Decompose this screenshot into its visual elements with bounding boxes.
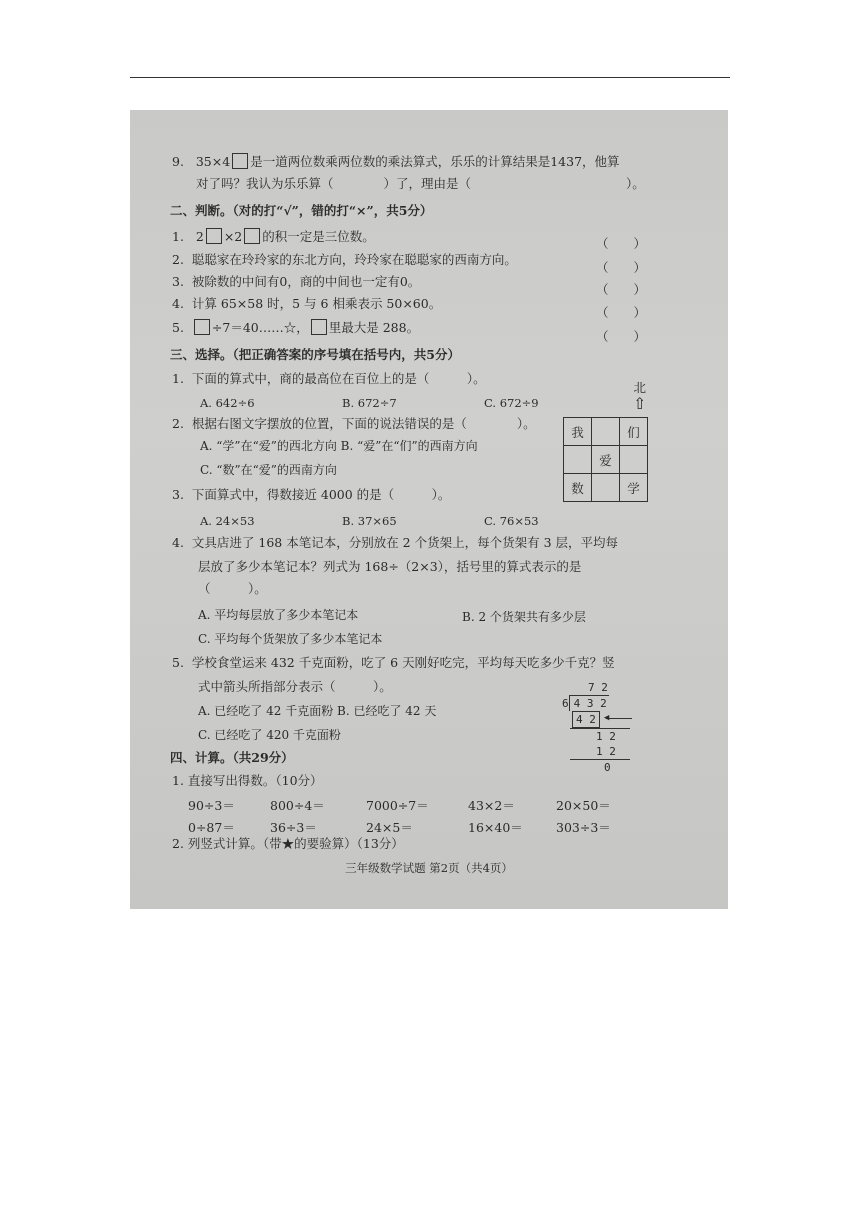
option-a: A. 642÷6 xyxy=(200,396,255,410)
judge-item-4 xyxy=(172,296,441,312)
character-grid xyxy=(563,417,648,502)
grid-cell xyxy=(592,418,620,446)
grid-cell xyxy=(620,446,648,474)
option-c: C. 76×53 xyxy=(484,514,539,528)
division-step: 1 2 xyxy=(570,728,630,744)
choice-q3 xyxy=(172,487,450,503)
judge-item-5 xyxy=(172,319,419,336)
blank-box xyxy=(194,319,210,335)
calc-item: 800÷4＝ xyxy=(270,798,325,813)
item-text: 2 xyxy=(195,229,204,244)
item-text: 下面算式中，得数接近 4000 的是（ ）。 xyxy=(191,487,451,502)
q9-expr: 35×4 xyxy=(195,154,231,169)
item-text: 文具店进了 168 本笔记本，分别放在 2 个货架上，每个货架有 3 层，平均每 xyxy=(191,535,618,550)
q5-line2: 式中箭头所指部分表示（ ）。 xyxy=(198,679,392,694)
item-text: 的积一定是三位数。 xyxy=(262,229,375,244)
answer-paren: （ ） xyxy=(596,282,647,297)
q9-line1 xyxy=(172,153,620,170)
judge-item-3 xyxy=(172,274,420,290)
calc-item: 20×50＝ xyxy=(556,798,611,813)
calc-item: 90÷3＝ xyxy=(188,798,235,813)
option-c: C. 已经吃了 420 千克面粉 xyxy=(198,728,341,742)
top-rule xyxy=(130,77,730,78)
page-footer: 三年级数学试题 第2页（共4页） xyxy=(345,861,513,875)
north-label xyxy=(633,378,646,412)
remainder: 0 xyxy=(570,759,630,775)
item-text: ÷7＝40……☆， xyxy=(211,320,309,335)
judge-item-1 xyxy=(172,228,375,245)
item-text: ×2 xyxy=(223,229,243,244)
option-b: B. 2 个货架共有多少层 xyxy=(462,610,586,624)
item-text: 计算 65×58 时，5 与 6 相乘表示 50×60。 xyxy=(191,296,442,311)
north-text: 北 xyxy=(633,380,646,395)
north-arrow-icon: ⇧ xyxy=(633,394,647,413)
grid-cell: 学 xyxy=(620,474,648,502)
answer-paren: （ ） xyxy=(596,260,647,275)
item-number: 1. xyxy=(172,229,184,244)
arrow-target-step: 4 2 xyxy=(572,711,600,728)
calc-item: 7000÷7＝ xyxy=(366,798,429,813)
answer-paren: （ ） xyxy=(596,329,647,344)
divisor: 6 xyxy=(562,697,569,710)
left-arrow-icon: ◀ xyxy=(606,718,632,719)
item-text: 被除数的中间有0，商的中间也一定有0。 xyxy=(191,274,421,289)
choice-q2 xyxy=(172,416,536,432)
item-text: 根据右图文字摆放的位置，下面的说法错误的是（ ）。 xyxy=(191,416,536,431)
blank-box xyxy=(244,228,260,244)
item-number: 5. xyxy=(172,655,184,670)
judge-item-2 xyxy=(172,252,517,268)
blank-box xyxy=(206,228,222,244)
long-division xyxy=(562,680,632,775)
item-number: 3. xyxy=(172,274,184,289)
choice-q4 xyxy=(172,535,618,551)
calc-item: 16×40＝ xyxy=(468,820,523,835)
q4-line3: （ ）。 xyxy=(198,581,267,596)
grid-cell: 数 xyxy=(564,474,592,502)
quotient: 7 2 xyxy=(588,681,608,694)
dividend: 4 3 2 xyxy=(569,695,609,711)
grid-cell: 爱 xyxy=(592,446,620,474)
grid-cell xyxy=(564,446,592,474)
answer-paren: （ ） xyxy=(596,305,647,320)
choice-q5 xyxy=(172,655,615,671)
section3-title: 三、选择。（把正确答案的序号填在括号内，共5分） xyxy=(170,347,460,362)
option-c: C. “数”在“爱”的西南方向 xyxy=(200,463,337,477)
item-number: 5. xyxy=(172,320,184,335)
choice-q1 xyxy=(172,371,486,387)
item-text: 里最大是 288。 xyxy=(328,320,420,335)
item-number: 2. xyxy=(172,416,184,431)
blank-box xyxy=(232,153,248,169)
division-step: 1 2 xyxy=(596,745,616,758)
calc-item: 24×5＝ xyxy=(366,820,413,835)
section4-sub2: 2. 列竖式计算。（带★的要验算）（13分） xyxy=(172,836,404,851)
option-a: A. 24×53 xyxy=(200,514,255,528)
section4-sub1: 1. 直接写出得数。（10分） xyxy=(172,773,323,788)
option-b: B. 37×65 xyxy=(342,514,397,528)
grid-cell xyxy=(592,474,620,502)
section4-title: 四、计算。（共29分） xyxy=(170,750,294,765)
option-b: B. 672÷7 xyxy=(342,396,397,410)
item-text: 下面的算式中，商的最高位在百位上的是（ ）。 xyxy=(191,371,486,386)
q9-text: 是一道两位数乘两位数的乘法算式，乐乐的计算结果是1437，他算 xyxy=(250,154,620,169)
item-number: 2. xyxy=(172,252,184,267)
calc-item: 36÷3＝ xyxy=(270,820,317,835)
q4-line2: 层放了多少本笔记本？列式为 168÷（2×3），括号里的算式表示的是 xyxy=(198,559,582,574)
section2-title: 二、判断。（对的打“√”，错的打“×”，共5分） xyxy=(170,203,433,218)
item-number: 4. xyxy=(172,535,184,550)
blank-box xyxy=(311,319,327,335)
option-ab: A. 已经吃了 42 千克面粉 B. 已经吃了 42 天 xyxy=(198,704,437,718)
grid-cell: 我 xyxy=(564,418,592,446)
option-a: A. 平均每层放了多少本笔记本 xyxy=(198,608,359,622)
grid-cell: 们 xyxy=(620,418,648,446)
q9-line2: 对了吗？我认为乐乐算（ ）了，理由是（ xyxy=(196,176,472,191)
q9-close: ）。 xyxy=(626,176,645,191)
option-c: C. 672÷9 xyxy=(484,396,539,410)
item-number: 1. xyxy=(172,371,184,386)
option-ab: A. “学”在“爱”的西北方向 B. “爱”在“们”的西南方向 xyxy=(200,439,478,453)
calc-item: 0÷87＝ xyxy=(188,820,235,835)
item-number: 4. xyxy=(172,296,184,311)
item-number: 3. xyxy=(172,487,184,502)
exam-photo xyxy=(130,110,728,909)
option-c: C. 平均每个货架放了多少本笔记本 xyxy=(198,632,383,646)
item-text: 聪聪家在玲玲家的东北方向，玲玲家在聪聪家的西南方向。 xyxy=(191,252,517,267)
calc-item: 43×2＝ xyxy=(468,798,515,813)
calc-item: 303÷3＝ xyxy=(556,820,611,835)
q9-number: 9. xyxy=(172,154,184,169)
item-text: 学校食堂运来 432 千克面粉，吃了 6 天刚好吃完，平均每天吃多少千克？竖 xyxy=(191,655,615,670)
answer-paren: （ ） xyxy=(596,236,647,251)
